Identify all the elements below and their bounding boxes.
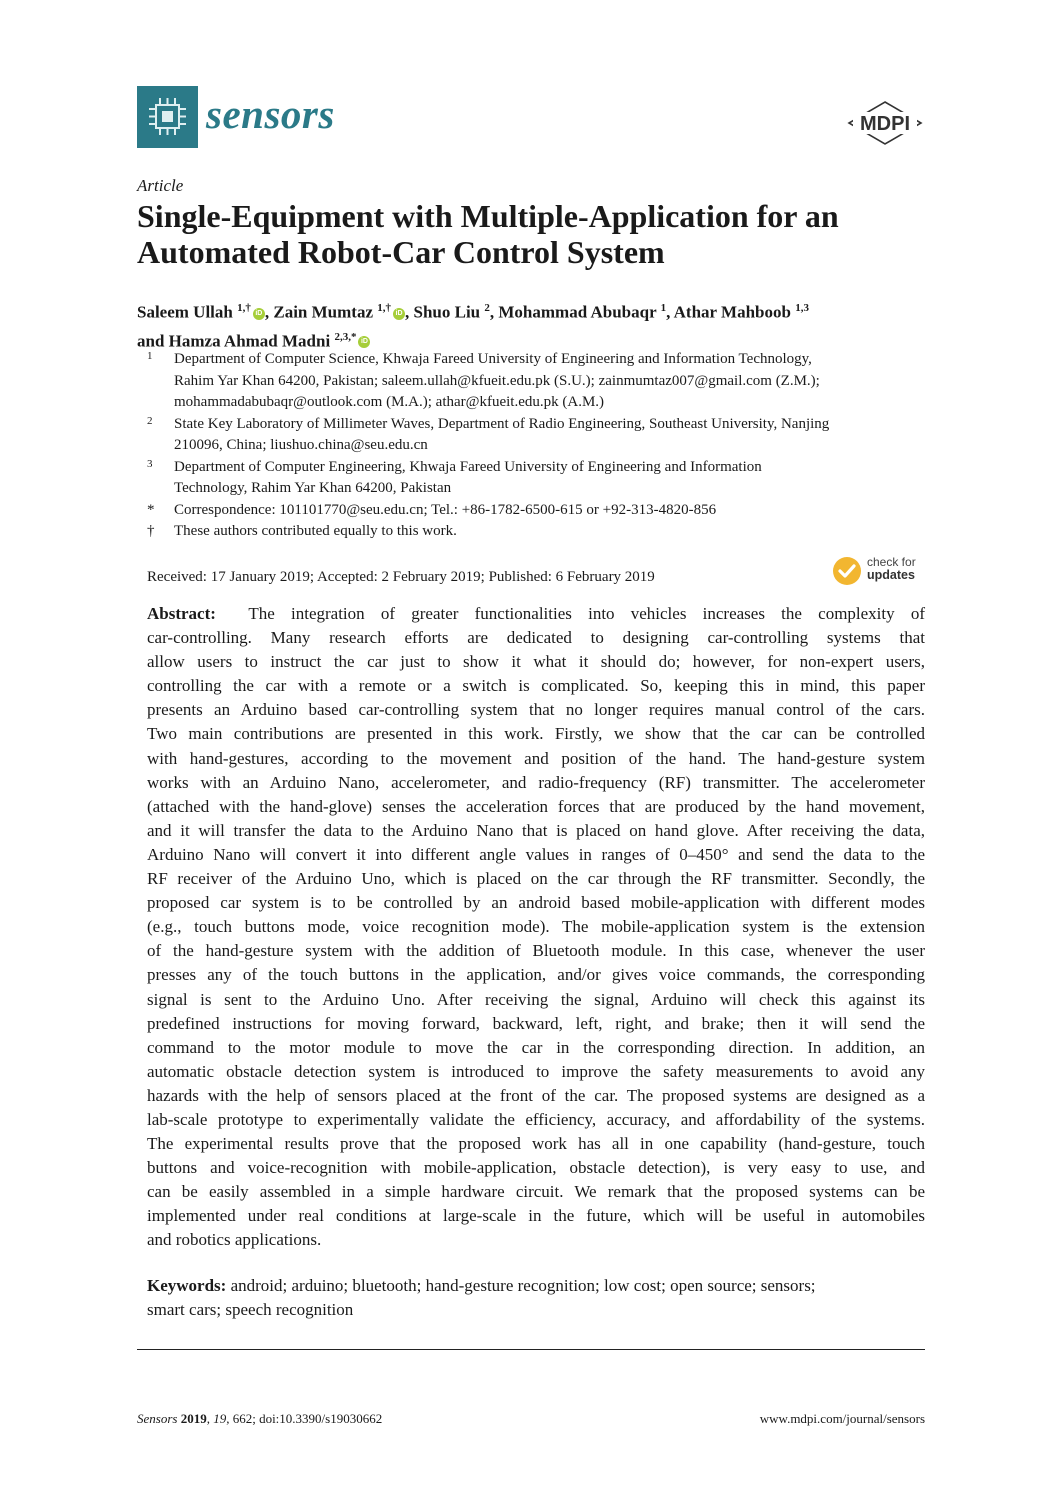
abstract-line: The experimental results prove that the proposed work has all in one capability (hand-gesture, touch: [147, 1134, 925, 1154]
author-affiliation-sup: 1,3: [795, 302, 809, 314]
abstract-line: Arduino Nano will convert it into different angle values in ranges of 0–450° and send the data to the: [147, 844, 925, 864]
journal-name: sensors: [206, 91, 335, 137]
abstract-line: The integration of greater functionalities into vehicles increases the complexity of: [248, 604, 926, 623]
abstract-line: allow users to instruct the car just to show it what it should do; however, for non-expert users,: [147, 652, 925, 672]
orcid-icon[interactable]: iD: [253, 308, 265, 320]
mdpi-logo-icon: [845, 100, 925, 146]
abstract-line: implemented under real conditions at large-scale in the future, which will be useful in automobiles: [147, 1206, 925, 1226]
abstract-line: presses any of the touch buttons in the application, and/or gives voice commands, the corresponding: [147, 965, 925, 985]
affiliation-line: Rahim Yar Khan 64200, Pakistan; saleem.ullah@kfueit.edu.pk (S.U.); zainmumtaz007@gmail.com (Z.M.);: [174, 372, 820, 389]
author-affiliation-sup: 1,†: [237, 302, 251, 314]
affiliation-line: Technology, Rahim Yar Khan 64200, Pakistan: [174, 480, 452, 496]
publication-dates: Received: 17 January 2019; Accepted: 2 February 2019; Published: 6 February 2019: [147, 569, 655, 585]
keywords: [147, 1274, 925, 1322]
footer-volume: 19: [213, 1411, 227, 1426]
author-name[interactable]: Mohammad Abubaqr: [498, 302, 657, 322]
author-name[interactable]: Athar Mahboob: [673, 302, 791, 322]
abstract-line: Two main contributions are presented in this work. Firstly, we show that the car can be controlled: [147, 724, 925, 744]
orcid-icon[interactable]: iD: [358, 336, 370, 348]
section-divider: [137, 1349, 925, 1350]
affiliation-line: 210096, China; liushuo.china@seu.edu.cn: [174, 437, 428, 453]
abstract-line: (attached with the hand-glove) senses the acceleration forces that are produced by the hand movement,: [147, 796, 925, 816]
updates-label: updates: [867, 568, 915, 582]
abstract-line: car-controlling. Many research efforts are dedicated to designing car-controlling systems that: [147, 628, 925, 648]
affiliation-line: Department of Computer Engineering, Khwaja Fareed University of Engineering and Information: [174, 458, 762, 475]
affiliation-number: 1: [147, 350, 153, 362]
abstract-line: (e.g., touch buttons mode, voice recognition mode). The mobile-application system is the extension: [147, 917, 925, 937]
abstract-line: automatic obstacle detection system is introduced to improve the safety measurements to avoid any: [147, 1061, 925, 1081]
affiliation-item: [137, 414, 937, 457]
author-name[interactable]: Hamza Ahmad Madni: [168, 331, 331, 351]
affiliation-line: Department of Computer Science, Khwaja Fareed University of Engineering and Information Technology,: [174, 351, 812, 367]
abstract-line: buttons and voice-recognition with mobile-application, obstacle detection), is very easy to use, and: [147, 1158, 925, 1178]
keywords-line: smart cars; speech recognition: [147, 1300, 354, 1319]
affiliation-number: 2: [147, 414, 153, 427]
abstract-line: lab-scale prototype to experimentally validate the efficiency, accuracy, and affordability of the systems.: [147, 1109, 925, 1129]
abstract: [147, 602, 925, 1253]
check-for-updates-button[interactable]: [833, 555, 928, 589]
title-line: Automated Robot-Car Control System: [137, 234, 665, 270]
abstract-line: with hand-gestures, according to the movement and position of the hand. The hand-gesture system: [147, 748, 925, 768]
keywords-label: Keywords:: [147, 1276, 227, 1295]
abstract-line: proposed car system is to be controlled by an android based mobile-application with different modes: [147, 893, 925, 913]
citation-footer: Sensors 2019, 19, 662; doi:10.3390/s19030662: [137, 1411, 383, 1426]
footer-year: 2019: [180, 1411, 207, 1426]
orcid-icon[interactable]: iD: [393, 308, 405, 320]
abstract-line: predefined instructions for moving forward, backward, left, right, and brake; then it will send the: [147, 1013, 925, 1033]
affiliation-line: mohammadabubaqr@outlook.com (M.A.); athar@kfueit.edu.pk (A.M.): [174, 394, 605, 410]
journal-url-link[interactable]: www.mdpi.com/journal/sensors: [759, 1411, 925, 1426]
abstract-line: RF receiver of the Arduino Uno, which is placed on the car through the RF transmitter. Secondly, the: [147, 869, 925, 889]
dagger-mark: †: [147, 523, 155, 539]
paper-title: [137, 198, 937, 270]
abstract-line: can be easily assembled in a simple hardware circuit. We remark that the proposed systems can be: [147, 1182, 925, 1202]
abstract-line: signal is sent to the Arduino Uno. After receiving the signal, Arduino will check this against its: [147, 989, 925, 1009]
author-affiliation-sup: 2,3,*: [334, 330, 357, 343]
author-conjunction: and: [137, 331, 165, 351]
abstract-line: command to the motor module to move the car in the corresponding direction. In addition, an: [147, 1037, 925, 1057]
equal-contribution-line: These authors contributed equally to this work.: [174, 523, 457, 539]
check-label: check for: [867, 555, 916, 569]
affiliation-line: State Key Laboratory of Millimeter Waves, Department of Radio Engineering, Southeast University, Nanjing: [174, 415, 830, 432]
affiliations: [137, 349, 937, 543]
affiliation-number: 3: [147, 457, 153, 470]
keywords-line: android; arduino; bluetooth; hand-gesture recognition; low cost; open source; sensors;: [230, 1276, 816, 1295]
abstract-line: presents an Arduino based car-controlling system that no longer requires manual control of the cars.: [147, 700, 925, 720]
abstract-line: of the hand-gesture system with the addition of Bluetooth module. In this case, whenever the user: [147, 941, 925, 961]
author-name[interactable]: Zain Mumtaz: [273, 302, 373, 322]
abstract-line: controlling the car with a remote or a switch is complicated. So, keeping this in mind, this paper: [147, 676, 925, 696]
abstract-label: Abstract:: [147, 604, 216, 623]
abstract-line: and it will transfer the data to the Arduino Nano that is placed on hand glove. After receiving the data,: [147, 820, 925, 840]
journal-logo-icon: [137, 86, 198, 148]
correspondence-mark: *: [147, 501, 155, 518]
affiliation-item: [137, 457, 937, 500]
author-list: Saleem Ullah $^{1,\dagger}$ iD , Zain Mumtaz $^{1,\dagger}$ iD , Shuo Liu $^2$, Mohammad Abubaqr $^1$, Athar Mahboob $^{1,3}$ and Hamza Ahmad Madni $^{2,3,*}$ iD: [137, 302, 809, 351]
abstract-line: works with an Arduino Nano, accelerometer, and radio-frequency (RF) transmitter. The accelerometer: [147, 772, 925, 792]
abstract-line: and robotics applications.: [147, 1230, 322, 1250]
author-name[interactable]: Saleem Ullah: [137, 302, 233, 322]
article-type: Article: [137, 176, 184, 195]
abstract-line: hazards with the help of sensors placed at the front of the car. The proposed systems are designed as a: [147, 1085, 925, 1105]
correspondence-line[interactable]: Correspondence: 101101770@seu.edu.cn; Tel.: +86-1782-6500-615 or +92-313-4820-856: [174, 501, 717, 518]
author-name[interactable]: Shuo Liu: [413, 302, 481, 322]
mdpi-logo-text: MDPI: [860, 113, 910, 135]
affiliation-item: [137, 349, 937, 414]
title-line: Single-Equipment with Multiple-Application for an: [137, 198, 839, 234]
equal-contribution-note: [137, 521, 937, 543]
checkmark-icon: [833, 557, 861, 585]
author-affiliation-sup: 2: [484, 302, 490, 314]
footer-doi[interactable]: , 662; doi:10.3390/s19030662: [226, 1411, 383, 1426]
author-affiliation-sup: 1,†: [377, 302, 391, 314]
correspondence: [137, 500, 937, 522]
author-affiliation-sup: 1: [660, 302, 667, 314]
footer-journal: Sensors: [137, 1411, 178, 1426]
